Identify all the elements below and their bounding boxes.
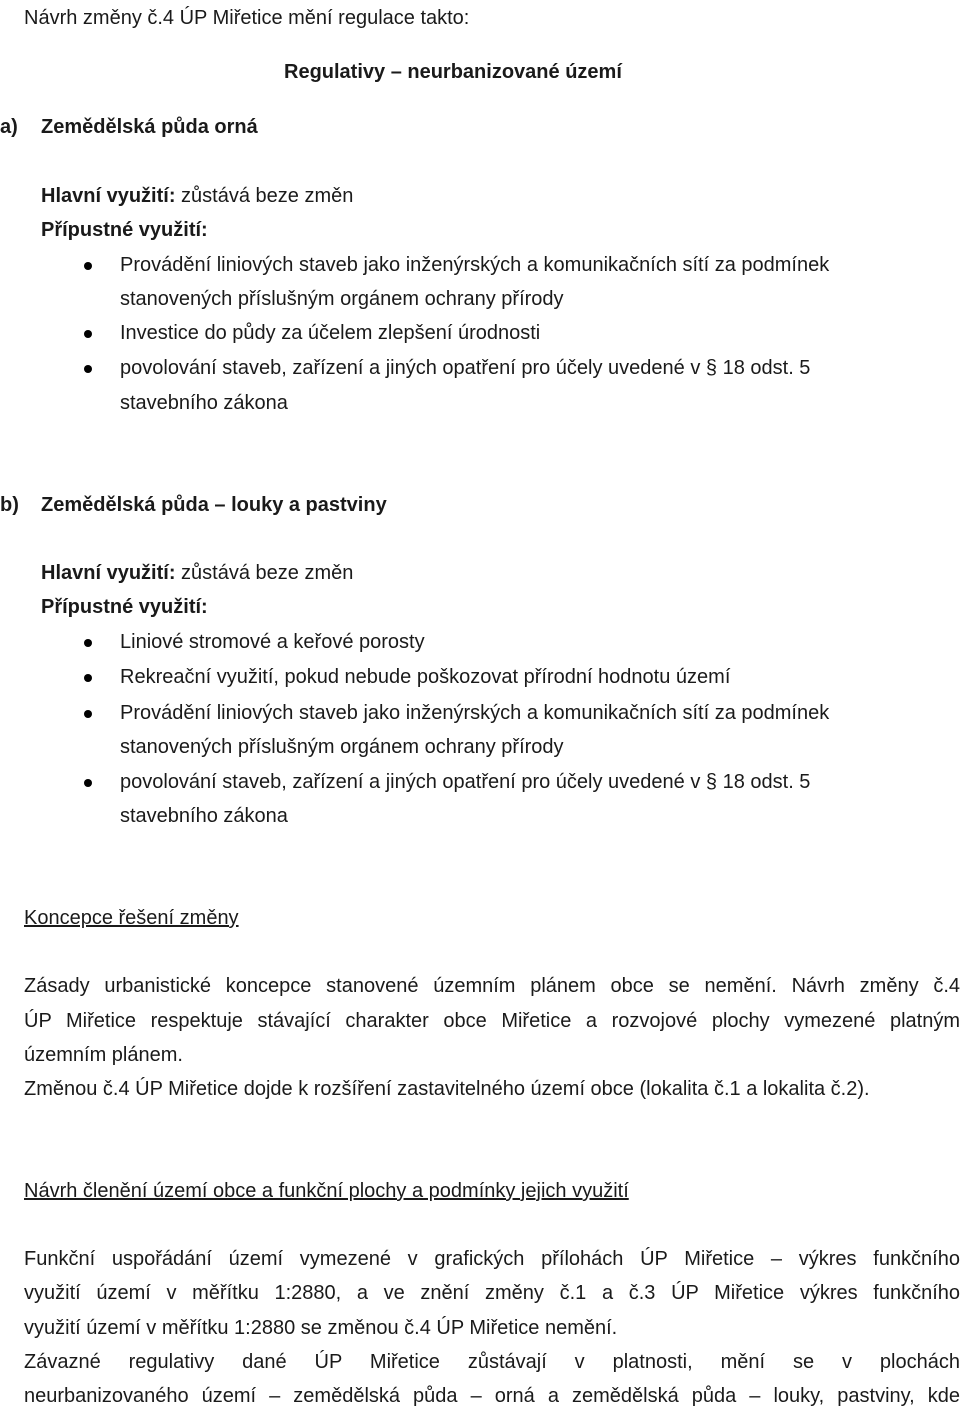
list-item: Liniové stromové a keřové porosty [120, 631, 425, 653]
cleneni-paragraph-line: využití území v měřítku 1:2880 se změnou č.4 ÚP Miřetice nemění. [24, 1317, 618, 1339]
list-item: Provádění liniových staveb jako inženýrských a komunikačních sítí za podmínek [120, 702, 830, 724]
cleneni-paragraph-line: Závazné regulativy dané ÚP Miřetice zůstávají v platnosti, mění se v plochách [24, 1351, 960, 1373]
cleneni-heading: Návrh členění území obce a funkční plochy a podmínky jejich využití [24, 1180, 629, 1202]
main-use-label: Hlavní využití: [41, 185, 176, 207]
list-item-continuation: stavebního zákona [120, 392, 288, 414]
list-item: Investice do půdy za účelem zlepšení úrodnosti [120, 322, 541, 344]
main-use-value: zůstává beze změn [175, 562, 354, 584]
koncepce-paragraph-line: územním plánem. [24, 1044, 183, 1066]
cleneni-paragraph-line: neurbanizovaného území – zemědělská půda – orná a zemědělská půda – louky, pastviny, kde [24, 1385, 960, 1407]
section-a-main-use [41, 184, 353, 208]
section-b-title: Zemědělská půda – louky a pastviny [41, 494, 387, 516]
list-item: Rekreační využití, pokud nebude poškozovat přírodní hodnotu území [120, 666, 731, 688]
main-use-value: zůstává beze změn [175, 185, 354, 207]
section-a-title: Zemědělská půda orná [41, 116, 258, 138]
list-item: Provádění liniových staveb jako inženýrských a komunikačních sítí za podmínek [120, 254, 830, 276]
koncepce-heading: Koncepce řešení změny [24, 907, 239, 929]
bullet-icon [84, 365, 92, 373]
bullet-icon [84, 262, 92, 270]
section-b-marker: b) [0, 494, 19, 516]
section-b-main-use [41, 561, 353, 585]
list-item-continuation: stavebního zákona [120, 805, 288, 827]
koncepce-paragraph-line: ÚP Miřetice respektuje stávající charakter obce Miřetice a rozvojové plochy vymezené platným [24, 1010, 960, 1032]
bullet-icon [84, 639, 92, 647]
koncepce-paragraph-2: Změnou č.4 ÚP Miřetice dojde k rozšíření zastavitelného území obce (lokalita č.1 a lokalita č.2). [24, 1078, 870, 1100]
list-item: povolování staveb, zařízení a jiných opatření pro účely uvedené v § 18 odst. 5 [120, 771, 811, 793]
list-item-continuation: stanovených příslušným orgánem ochrany přírody [120, 736, 564, 758]
bullet-icon [84, 710, 92, 718]
section-a-marker: a) [0, 116, 18, 138]
section-b-allowed-label: Přípustné využití: [41, 596, 208, 618]
bullet-icon [84, 779, 92, 787]
koncepce-paragraph-line: Zásady urbanistické koncepce stanovené územním plánem obce se nemění. Návrh změny č.4 [24, 975, 960, 997]
regulativy-title: Regulativy – neurbanizované území [284, 61, 622, 83]
main-use-label: Hlavní využití: [41, 562, 176, 584]
cleneni-paragraph-line: Funkční uspořádání území vymezené v grafických přílohách ÚP Miřetice – výkres funkčního [24, 1248, 960, 1270]
bullet-icon [84, 674, 92, 682]
list-item: povolování staveb, zařízení a jiných opatření pro účely uvedené v § 18 odst. 5 [120, 357, 811, 379]
cleneni-paragraph-line: využití území v měřítku 1:2880, a ve znění změny č.1 a č.3 ÚP Miřetice výkres funkčního [24, 1282, 960, 1304]
bullet-icon [84, 330, 92, 338]
intro-text: Návrh změny č.4 ÚP Miřetice mění regulace takto: [24, 7, 470, 29]
section-a-allowed-label: Přípustné využití: [41, 219, 208, 241]
list-item-continuation: stanovených příslušným orgánem ochrany přírody [120, 288, 564, 310]
